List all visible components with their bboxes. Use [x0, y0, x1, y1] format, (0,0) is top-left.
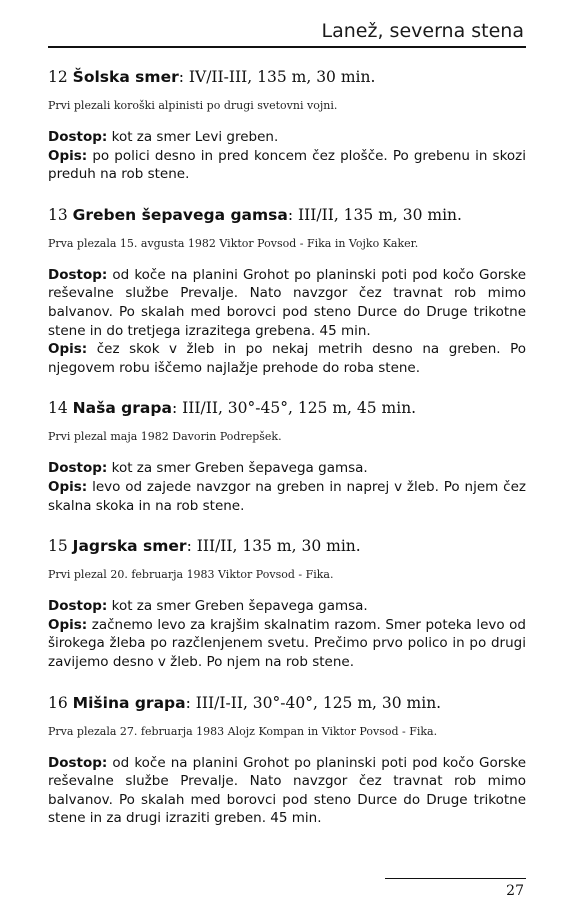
description-text: po polici desno in pred koncem čez plošče. Po grebenu in skozi preduh na rob stene. — [48, 147, 526, 183]
route-name: Greben šepavega gamsa — [72, 205, 288, 224]
description-text: čez skok v žleb in po nekaj metrih desno na greben. Po njegovem robu iščemo najlažje prehode do roba stene. — [48, 341, 526, 376]
first-ascent-note: Prvi plezal maja 1982 Davorin Podrepšek. — [48, 430, 282, 444]
description-paragraph — [48, 340, 526, 377]
first-ascent-note: Prvi plezali koroški alpinisti po drugi svetovni vojni. — [48, 99, 338, 112]
route-details: : III/II, 135 m, 30 min. — [287, 205, 462, 224]
route-text — [48, 459, 526, 515]
route-name: Naša grapa — [72, 399, 172, 418]
footer-rule — [385, 878, 526, 879]
approach-text: kot za smer Greben šepavega gamsa. — [107, 598, 368, 615]
approach-label: Dostop: — [48, 129, 108, 145]
route-heading — [48, 397, 526, 419]
description-label: Opis: — [48, 478, 88, 495]
approach-text: od koče na planini Grohot po planinski poti pod kočo Gorske reševalne službe Prevalje. Nato navzgor čez travnat rob mimo balvanov. Po skalah med borovci pod steno Durce do Druge trikotne stene in do tretjega izrazitega grebena. 45 min. — [48, 266, 526, 339]
description-label: Opis: — [48, 616, 88, 633]
approach-label: Dostop: — [48, 266, 108, 283]
route-name: Šolska smer — [72, 68, 179, 86]
route-details: : III/I-II, 30°-40°, 125 m, 30 min. — [185, 693, 442, 712]
description-label: Opis: — [48, 341, 88, 358]
first-ascent-note: Prvi plezal 20. februarja 1983 Viktor Povsod - Fika. — [48, 568, 334, 582]
route-heading — [48, 204, 526, 226]
route-details: : IV/II-III, 135 m, 30 min. — [178, 68, 376, 86]
route-text — [48, 128, 526, 184]
route-text — [48, 597, 526, 671]
description-text: levo od zajede navzgor na greben in naprej v žleb. Po njem čez skalna skoka in na rob stene. — [48, 478, 526, 514]
approach-label: Dostop: — [48, 754, 108, 771]
header-rule — [48, 46, 526, 48]
approach-text: kot za smer Greben šepavega gamsa. — [107, 460, 368, 477]
description-paragraph — [48, 616, 526, 672]
route-name: Mišina grapa — [72, 693, 186, 712]
route-number: 16 — [48, 693, 68, 712]
route-number: 14 — [48, 399, 68, 418]
first-ascent-note: Prva plezala 15. avgusta 1982 Viktor Povsod - Fika in Vojko Kaker. — [48, 236, 419, 250]
approach-paragraph — [48, 128, 526, 147]
approach-label: Dostop: — [48, 460, 108, 477]
route-text — [48, 266, 526, 378]
route-list — [48, 66, 526, 828]
route-heading — [48, 66, 526, 88]
approach-paragraph — [48, 459, 526, 478]
description-paragraph — [48, 478, 526, 515]
route-entry — [48, 535, 526, 671]
route-name: Jagrska smer — [72, 537, 187, 556]
route-number: 15 — [48, 537, 68, 556]
first-ascent-note: Prva plezala 27. februarja 1983 Alojz Kompan in Viktor Povsod - Fika. — [48, 724, 438, 738]
route-entry — [48, 66, 526, 184]
route-details: : III/II, 30°-45°, 125 m, 45 min. — [171, 399, 417, 418]
route-entry — [48, 397, 526, 515]
route-details: : III/II, 135 m, 30 min. — [186, 537, 361, 556]
running-header: Lanež, severna stena — [321, 20, 524, 42]
description-text: začnemo levo za krajšim skalnatim razom. Smer poteka levo od širokega žleba po razčlenjenem svetu. Prečimo prvo polico in po drugi zavijemo desno v žleb. Po njem na rob stene. — [48, 616, 526, 670]
route-number: 13 — [48, 205, 68, 224]
approach-paragraph — [48, 597, 526, 616]
approach-paragraph — [48, 266, 526, 340]
description-paragraph — [48, 147, 526, 184]
route-entry — [48, 204, 526, 378]
approach-text: kot za smer Levi greben. — [107, 129, 279, 145]
description-label: Opis: — [48, 147, 88, 164]
route-heading — [48, 692, 526, 714]
route-entry — [48, 692, 526, 828]
route-text — [48, 754, 526, 828]
page-number: 27 — [506, 883, 524, 899]
approach-label: Dostop: — [48, 598, 108, 615]
route-heading — [48, 535, 526, 557]
route-number: 12 — [48, 68, 68, 86]
approach-text: od koče na planini Grohot po planinski poti pod kočo Gorske reševalne službe Prevalje. Nato navzgor čez travnat rob mimo balvanov. Po skalah med borovci pod steno Durce do Druge trikotne stene in za drugi izraziti greben. 45 min. — [48, 754, 526, 827]
approach-paragraph — [48, 754, 526, 828]
